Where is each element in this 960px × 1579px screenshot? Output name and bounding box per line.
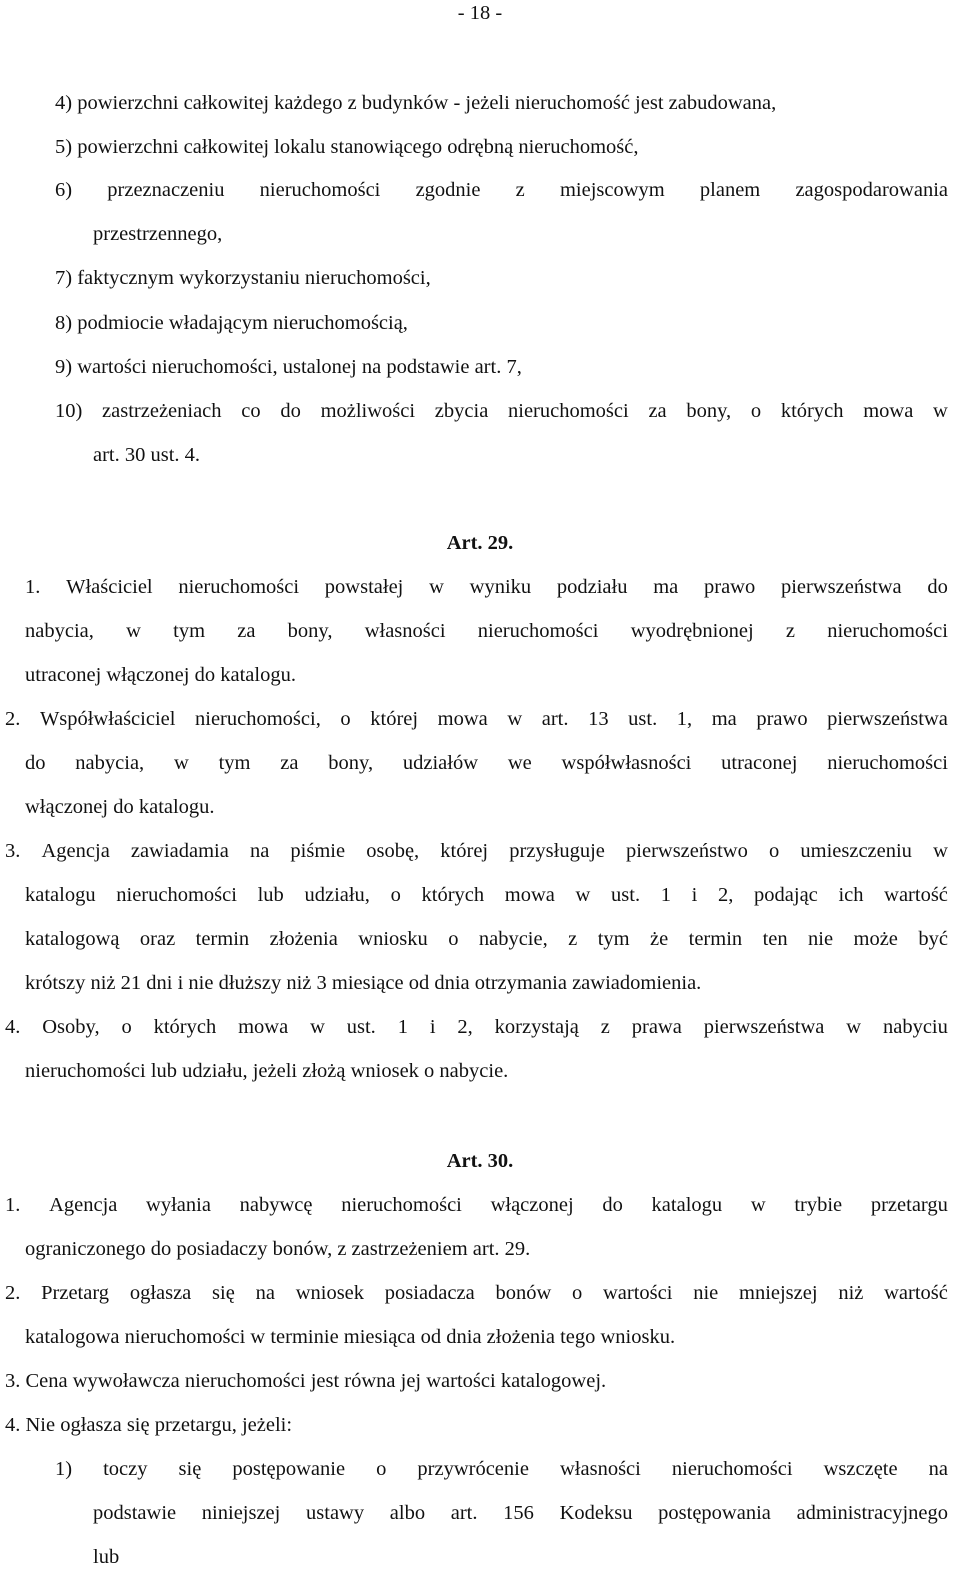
word: własności [364,620,446,642]
list-item-6-cont: przestrzennego, [93,223,223,245]
art29-line: utraconej włączonej do katalogu. [25,664,296,686]
word: 2. [5,1282,21,1304]
word: osobę, [366,840,420,862]
word: przeznaczeniu [107,179,225,201]
list-item-10-cont: art. 30 ust. 4. [93,444,201,466]
word: ich [838,884,864,906]
word: o [376,1458,387,1480]
list-item-8: 8) podmiocie władającym nieruchomością, [55,312,408,334]
word: tym [218,752,251,774]
art30-line [55,1456,948,1482]
word: umieszczeniu [800,840,912,862]
art29-line [25,618,948,644]
word: prawo [704,576,756,598]
word: tym [173,620,206,642]
word: zbycia [434,400,489,422]
article-30-heading: Art. 30. [446,1150,514,1172]
word: że [650,928,669,950]
word: lub [257,884,284,906]
word: niniejszej [201,1502,281,1524]
word: nieruchomości [259,179,381,201]
word: nieruchomości [116,884,237,906]
word: może [853,928,898,950]
word: w [750,1194,766,1216]
word: trybie [794,1194,843,1216]
word: podziału [556,576,628,598]
word: Kodeksu [559,1502,633,1524]
word: bony, [686,400,732,422]
word: się [212,1282,235,1304]
word: katalogu [651,1194,723,1216]
word: ust. [346,1016,376,1038]
word: wszczęte [823,1458,898,1480]
word: do [280,400,301,422]
art30-line: 3. Cena wywoławcza nieruchomości jest równa jej wartości katalogowej. [5,1370,607,1392]
word: pierwszeństwa [827,708,948,730]
word: na [255,1282,275,1304]
list-item-4: 4) powierzchni całkowitej każdego z budynków - jeżeli nieruchomość jest zabudowana, [55,92,777,114]
word: w [126,620,141,642]
word: posiadacza [384,1282,475,1304]
word: pierwszeństwo [626,840,748,862]
art30-line: ograniczonego do posiadaczy bonów, z zastrzeżeniem art. 29. [25,1238,531,1260]
art29-line [5,838,948,864]
word: do [25,752,46,774]
word: o [121,1016,132,1038]
word: nabycia, [75,752,145,774]
word: albo [389,1502,426,1524]
word: w [575,884,591,906]
word: za [237,620,256,642]
word: udziału, [304,884,370,906]
word: mowa [504,884,555,906]
word: włączonej [490,1194,574,1216]
word: na [249,840,270,862]
word: współwłasności [561,752,692,774]
word: podając [754,884,818,906]
word: niż [838,1282,864,1304]
word: piśmie [290,840,346,862]
word: o [448,928,459,950]
word: ust. [628,708,658,730]
word: których [153,1016,217,1038]
word: zagospodarowania [795,179,948,201]
word: Współwłaściciel [39,708,176,730]
word: nieruchomości [178,576,300,598]
word: których [421,884,485,906]
page-number: - 18 - [457,2,503,24]
word: w [310,1016,325,1038]
word: bony, [287,620,333,642]
word: art. [541,708,569,730]
word: pierwszeństwa [780,576,902,598]
word: w [429,576,444,598]
word: termin [195,928,250,950]
word: nieruchomości [827,620,948,642]
word: Właściciel [66,576,153,598]
word: 1 [660,884,671,906]
word: 4. [5,1016,21,1038]
word: nabywcę [239,1194,313,1216]
word: 156 [503,1502,534,1524]
word: ten [762,928,788,950]
word: się [178,1458,202,1480]
word: zgodnie [415,179,481,201]
word: przysługuje [509,840,605,862]
word: za [280,752,299,774]
word: w [507,708,523,730]
word: nieruchomości [671,1458,793,1480]
art29-line: nieruchomości lub udziału, jeżeli złożą wniosek o nabycie. [25,1060,509,1082]
word: toczy [103,1458,148,1480]
word: wyodrębnionej [630,620,754,642]
word: 2, [718,884,734,906]
word: prawa [631,1016,682,1038]
art30-line [5,1192,948,1218]
art29-line: krótszy niż 21 dni i nie dłuższy niż 3 miesiące od dnia otrzymania zawiadomienia. [25,972,702,994]
word: 6) [55,179,73,201]
art29-line [5,1014,948,1040]
word: 1. [25,576,41,598]
word: 1. [5,1194,21,1216]
word: postępowania [658,1502,771,1524]
word: za [648,400,667,422]
word: wyłania [146,1194,211,1216]
word: termin [688,928,743,950]
word: i [429,1016,436,1038]
word: o [750,400,762,422]
word: do [602,1194,623,1216]
word: 1) [55,1458,73,1480]
word: nabycia, [25,620,94,642]
word: ogłasza [129,1282,192,1304]
art29-line: włączonej do katalogu. [25,796,215,818]
word: 2. [5,708,21,730]
word: w [846,1016,862,1038]
word: pierwszeństwa [703,1016,825,1038]
list-item-9: 9) wartości nieruchomości, ustalonej na podstawie art. 7, [55,356,522,378]
word: administracyjnego [796,1502,948,1524]
word: której [370,708,419,730]
word: 2, [457,1016,473,1038]
word: Przetarg [41,1282,110,1304]
word: których [780,400,844,422]
word: wartość [884,884,948,906]
word: nabycie, [478,928,548,950]
word: wartości [603,1282,673,1304]
word: nieruchomości [341,1194,462,1216]
word: we [507,752,532,774]
word: ust. [611,884,641,906]
word: w [173,752,189,774]
list-item-7: 7) faktycznym wykorzystaniu nieruchomości, [55,267,431,289]
word: w [933,840,948,862]
word: udziałów [402,752,479,774]
word: miejscowym [559,179,665,201]
word: z [785,620,795,642]
list-item-5: 5) powierzchni całkowitej lokalu stanowiącego odrębną nieruchomość, [55,136,639,158]
word: o [390,884,401,906]
word: oraz [139,928,176,950]
word: z [568,928,578,950]
art30-line [5,1280,948,1306]
word: której [440,840,489,862]
word: na [928,1458,948,1480]
word: Osoby, [42,1016,100,1038]
word: możliwości [320,400,416,422]
word: ustawy [306,1502,365,1524]
art30-line [93,1500,948,1526]
word: podstawie [93,1502,177,1524]
word: nieruchomości, [195,708,321,730]
word: wniosku [358,928,428,950]
word: o [769,840,780,862]
word: ma [711,708,737,730]
word: planem [699,179,761,201]
word: własności [560,1458,641,1480]
word: korzystają [494,1016,579,1038]
word: prawo [756,708,808,730]
word: zawiadamia [130,840,229,862]
word: powstałej [324,576,404,598]
word: w [933,400,948,422]
word: mowa [863,400,914,422]
word: do [927,576,948,598]
word: 1, [676,708,693,730]
word: wyniku [469,576,532,598]
word: tym [597,928,630,950]
art30-line: 4. Nie ogłasza się przetargu, jeżeli: [5,1414,293,1436]
word: 1 [397,1016,408,1038]
art30-line: lub [93,1546,120,1568]
word: nabyciu [882,1016,948,1038]
word: postępowanie [232,1458,346,1480]
word: zastrzeżeniach [102,400,222,422]
word: nieruchomości [827,752,948,774]
list-item-6 [55,177,948,203]
word: mowa [437,708,488,730]
word: z [515,179,525,201]
art29-line [25,750,948,776]
word: bonów [495,1282,552,1304]
word: wniosek [295,1282,365,1304]
word: o [572,1282,583,1304]
art29-line [5,706,948,732]
word: art. [450,1502,478,1524]
art29-line [25,574,948,600]
word: nieruchomości [508,400,629,422]
article-29-heading: Art. 29. [446,532,514,554]
word: wartość [884,1282,948,1304]
word: ma [653,576,679,598]
list-item-10 [55,398,948,424]
art29-line [25,926,948,952]
word: przywrócenie [417,1458,529,1480]
word: Agencja [49,1194,118,1216]
word: nieruchomości [477,620,599,642]
word: bony, [328,752,374,774]
word: 13 [588,708,609,730]
word: złożenia [269,928,338,950]
word: mniejszej [739,1282,818,1304]
word: Agencja [41,840,110,862]
word: co [241,400,261,422]
word: o [340,708,351,730]
word: nie [808,928,834,950]
word: 3. [5,840,21,862]
word: katalogu [25,884,96,906]
word: nie [693,1282,719,1304]
art29-line [25,882,948,908]
word: i [691,884,698,906]
word: katalogową [25,928,120,950]
word: przetargu [870,1194,948,1216]
word: 10) [55,400,83,422]
art30-line: katalogowa nieruchomości w terminie miesiąca od dnia złożenia tego wniosku. [25,1326,676,1348]
word: z [600,1016,610,1038]
word: być [918,928,948,950]
word: mowa [238,1016,289,1038]
word: utraconej [721,752,798,774]
